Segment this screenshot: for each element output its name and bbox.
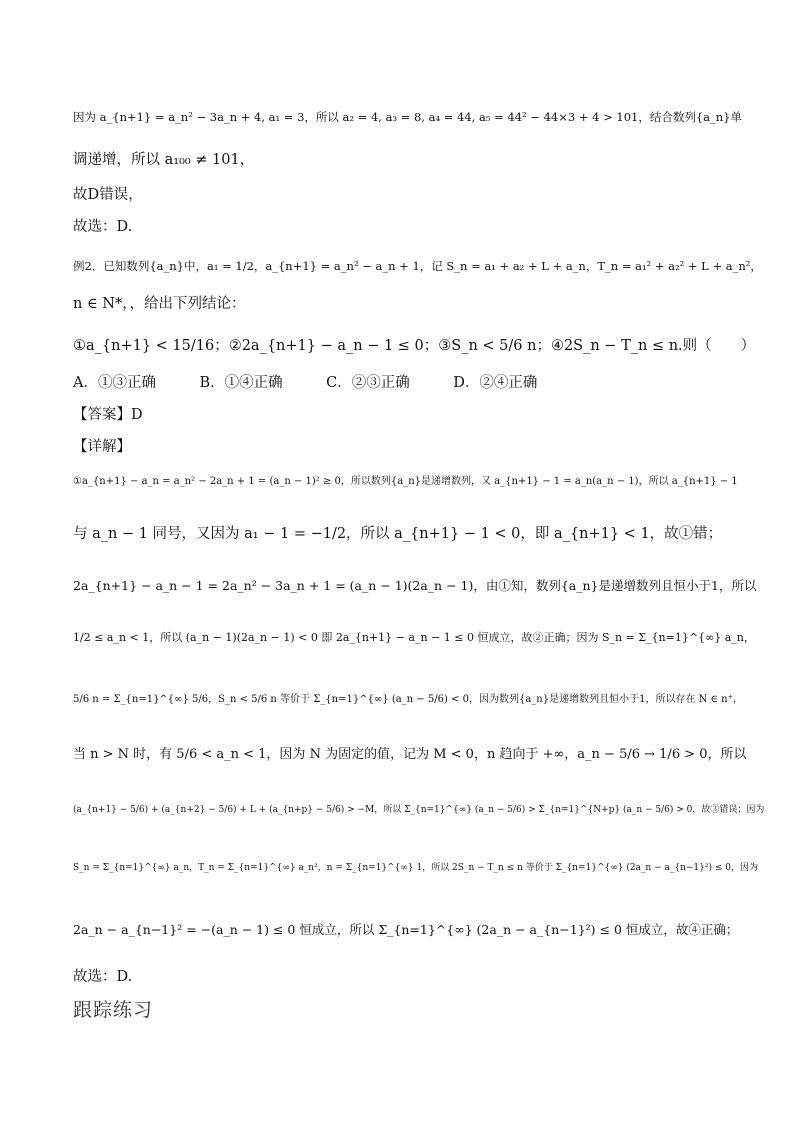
text-line: 1/2 ≤ a_n < 1，所以 (a_n − 1)(2a_n − 1) < 0 即 2a_{n+1} − a_n − 1 ≤ 0 恒成立，故②正确；因为 S_n = Σ_{n=1}^{∞} a_n， [73,631,755,644]
text-line: 故D错误， [73,187,143,203]
text-line: 当 n > N 时，有 5/6 < a_n < 1，因为 N 为固定的值，记为 M < 0，n 趋向于 +∞，a_n − 5/6 → 1/6 > 0，所以 [73,747,747,762]
text-line: 2a_n − a_{n−1}² = −(a_n − 1) ≤ 0 恒成立，所以 Σ_{n=1}^{∞} (2a_n − a_{n−1}²) ≤ 0 恒成立，故④正确； [73,922,739,937]
example-statement: 例2．已知数列{a_n}中，a₁ = 1/2，a_{n+1} = a_n² − a_n + 1，记 S_n = a₁ + a₂ + L + a_n，T_n = a₁² + a₂² + L + a_n²， [73,259,762,273]
text-line: n ∈ N*，，给出下列结论： [73,296,246,312]
text-line: 2a_{n+1} − a_n − 1 = 2a_n² − 3a_n + 1 = (a_n − 1)(2a_n − 1)，由①知，数列{a_n}是递增数列且恒小于1，所以 [73,578,757,593]
text-line: 调递增，所以 a₁₀₀ ≠ 101， [73,152,255,168]
text-line: 与 a_n − 1 同号，又因为 a₁ − 1 = −1/2，所以 a_{n+1} − 1 < 0，即 a_{n+1} < 1，故①错； [73,526,723,542]
text-line: S_n = Σ_{n=1}^{∞} a_n，T_n = Σ_{n=1}^{∞} a_n²，n = Σ_{n=1}^{∞} 1，所以 2S_n − T_n ≤ n 等价于 Σ_{n=1}^{∞} (2a_n − a_{n−1}²) ≤ 0，因为 [73,863,758,873]
answer-label: 【答案】D [73,407,143,423]
conclusions-line: ①a_{n+1} < 15/16；②2a_{n+1} − a_n − 1 ≤ 0；③S_n < 5/6 n；④2S_n − T_n ≤ n.则（ ） [73,338,756,354]
solution-label: 【详解】 [73,439,131,455]
text-line: 故选：D. [73,969,133,985]
options-line: A．①③正确 B．①④正确 C．②③正确 D．②④正确 [73,375,538,391]
text-line: 因为 a_{n+1} = a_n² − 3a_n + 4, a₁ = 3，所以 a₂ = 4, a₃ = 8, a₄ = 44, a₅ = 44² − 44×3 + 4 > 101，结合数列{a_n}单 [73,110,742,124]
text-line: ①a_{n+1} − a_n = a_n² − 2a_n + 1 = (a_n − 1)² ≥ 0，所以数列{a_n}是递增数列，又 a_{n+1} − 1 = a_n(a_n − 1)，所以 a_{n+1} − 1 [73,476,738,487]
text-line: 故选：D. [73,219,133,235]
section-heading: 跟踪练习 [73,999,154,1021]
text-line: (a_{n+1} − 5/6) + (a_{n+2} − 5/6) + L + (a_{n+p} − 5/6) > −M，所以 Σ_{n=1}^{∞} (a_n − 5/6) > Σ_{n=1}^{N+p} (a_n − 5/6) > 0，故③错误；因为 [73,805,765,815]
text-line: 5/6 n = Σ_{n=1}^{∞} 5/6，S_n < 5/6 n 等价于 Σ_{n=1}^{∞} (a_n − 5/6) < 0，因为数列{a_n}是递增数列且恒小于1，所以存在 N ∈ n⁺， [73,694,743,705]
